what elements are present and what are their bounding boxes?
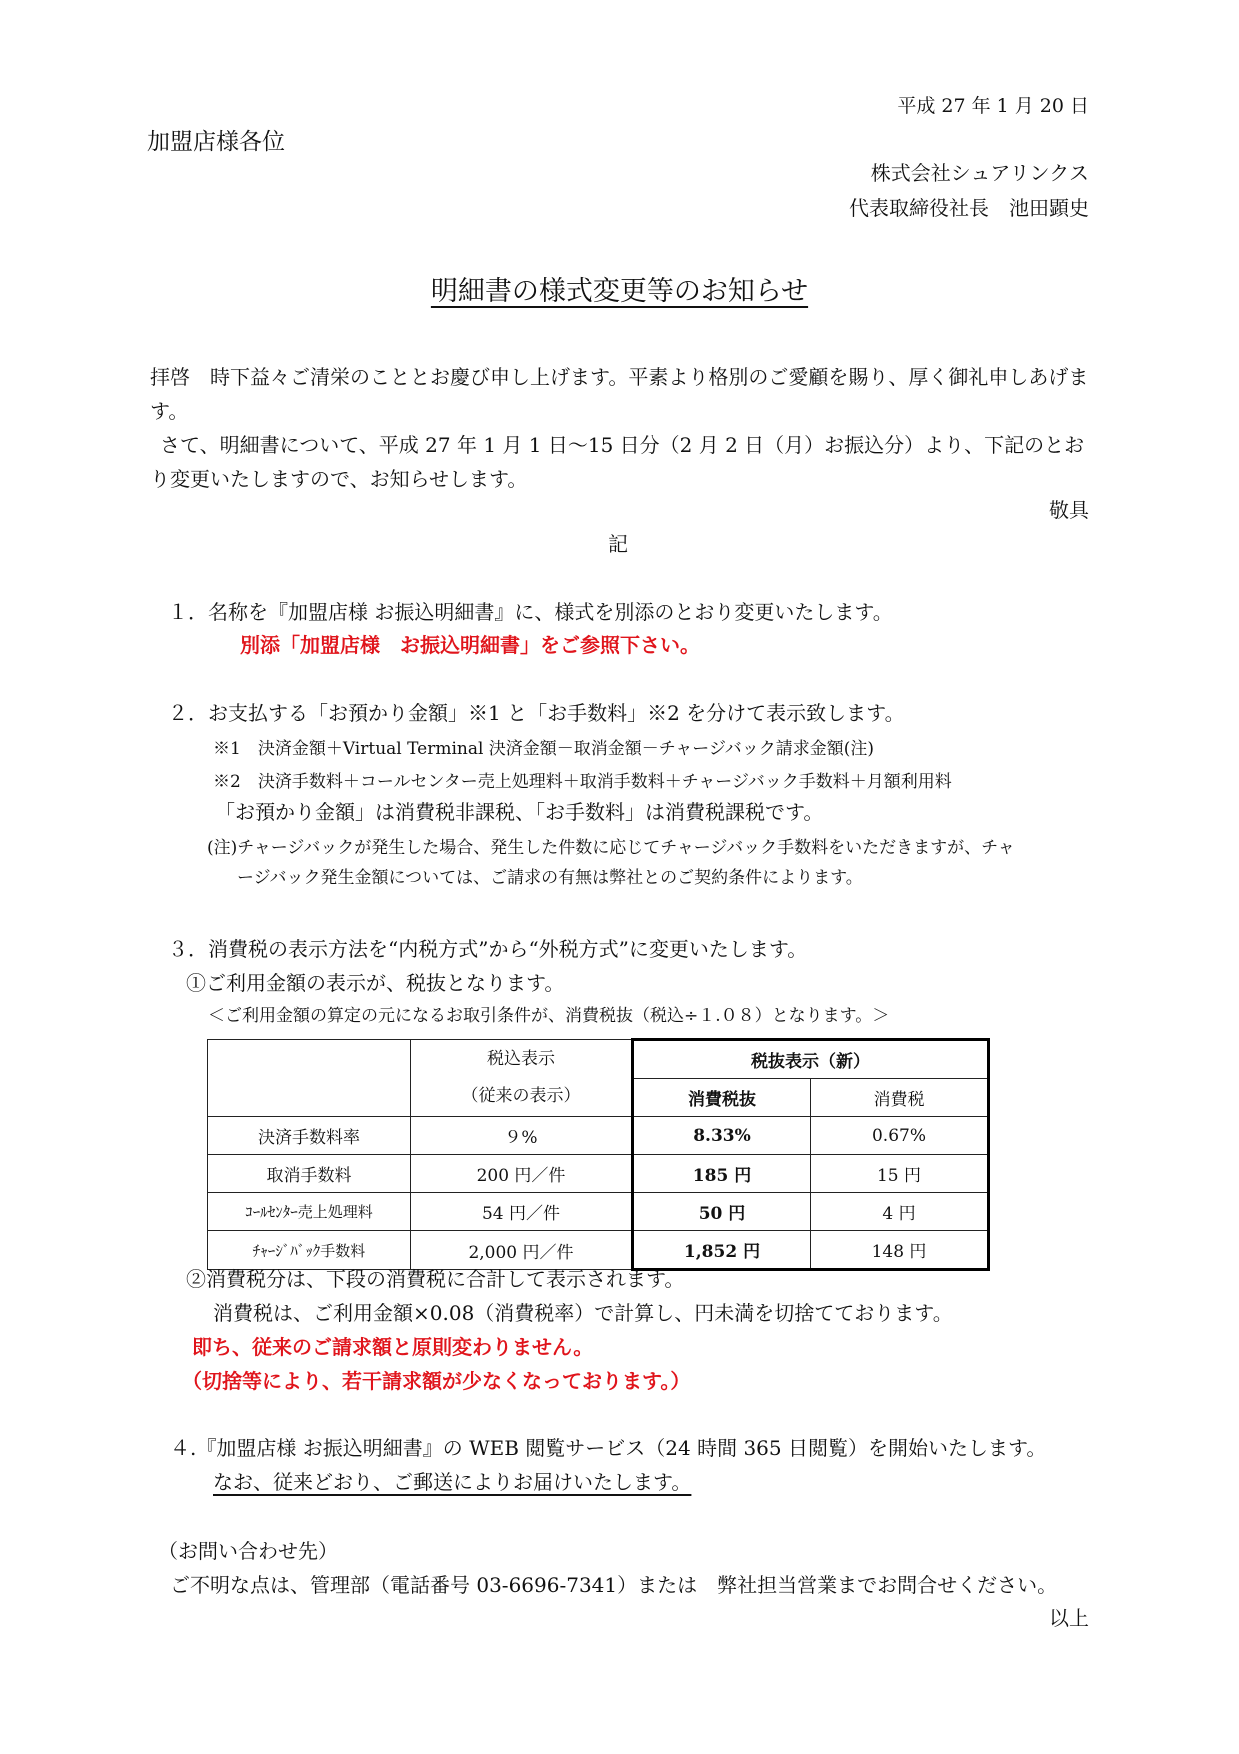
header-tax-excluded: 税抜表示（新） <box>633 1040 989 1079</box>
item-2-note-1: ※1 決済金額＋Virtual Terminal 決済金額－取消金額－チャージバック請求金額(注) <box>213 739 875 759</box>
item-3-red-note-1: 即ち、従来のご請求額と原則変わりません。 <box>192 1335 594 1359</box>
closing-ijou: 以上 <box>1049 1606 1089 1630</box>
chargeback-note-line-1: (注)チャージバックが発生した場合、発生した件数に応じてチャージバック手数料をいただきますが、チャ <box>207 838 1015 858</box>
row-label: 決済手数料率 <box>208 1117 411 1155</box>
item-4-text: ４.『加盟店様 お振込明細書』の WEB 閲覧サービス（24 時間 365 日閲覧）を開始いたします。 <box>170 1436 1047 1460</box>
row-pretax: 50 円 <box>633 1193 811 1231</box>
item-2-note-2: ※2 決済手数料＋コールセンター売上処理料＋取消手数料＋チャージバック手数料＋月額利用料 <box>213 772 952 792</box>
table-row <box>208 1155 989 1193</box>
row-tax: 0.67% <box>811 1117 989 1155</box>
header-tax-included-line-2: （従来の表示） <box>461 1086 581 1106</box>
item-3-sub-2: ②消費税分は、下段の消費税に合計して表示されます。 <box>186 1267 685 1291</box>
table-row <box>208 1117 989 1155</box>
recipient: 加盟店様各位 <box>147 129 285 155</box>
header-tax-included-line-1: 税込表示 <box>487 1049 555 1069</box>
row-tax: 148 円 <box>811 1231 989 1270</box>
row-tax: 15 円 <box>811 1155 989 1193</box>
header-blank-cell <box>208 1040 411 1117</box>
item-1-note: 別添「加盟店様 お振込明細書」をご参照下さい。 <box>240 633 700 657</box>
representative-name: 代表取締役社長 池田顕史 <box>849 196 1089 220</box>
item-3-sub-1: ①ご利用金額の表示が、税抜となります。 <box>186 971 565 995</box>
ki-marker: 記 <box>608 532 628 556</box>
header-pretax: 消費税抜 <box>633 1079 811 1117</box>
row-pretax: 8.33% <box>633 1117 811 1155</box>
row-pretax: 185 円 <box>633 1155 811 1193</box>
item-3-sub-1-note: ＜ご利用金額の算定の元になるお取引条件が、消費税抜（税込÷１.０８）となります。＞ <box>208 1006 890 1026</box>
table-row <box>208 1231 989 1270</box>
table-header-row <box>208 1040 989 1079</box>
header-consumption-tax: 消費税 <box>811 1079 989 1117</box>
contact-text: ご不明な点は、管理部（電話番号 03-6696-7341）または 弊社担当営業までお問合せください。 <box>170 1573 1058 1597</box>
item-3-sub-2-note: 消費税は、ご利用金額×0.08（消費税率）で計算し、円未満を切捨てております。 <box>213 1301 953 1325</box>
page-title: 明細書の様式変更等のお知らせ <box>430 276 809 307</box>
greeting-paragraph: 拝啓 時下益々ご清栄のこととお慶び申し上げます。平素より格別のご愛顧を賜り、厚く御礼申しあげます。 <box>150 365 1089 423</box>
row-tax-included: 2,000 円／件 <box>411 1231 633 1270</box>
change-paragraph: さて、明細書について、平成 27 年 1 月 1 日～15 日分（2 月 2 日（月）お振込分）より、下記のとおり変更いたしますので、お知らせします。 <box>150 433 1085 491</box>
contact-heading: （お問い合わせ先） <box>158 1539 338 1563</box>
item-2-tax-note: 「お預かり金額」は消費税非課税、「お手数料」は消費税課税です。 <box>215 800 824 824</box>
row-tax-included: 200 円／件 <box>411 1155 633 1193</box>
item-3-text: ３．消費税の表示方法を“内税方式”から“外税方式”に変更いたします。 <box>168 937 808 961</box>
row-tax-included: 54 円／件 <box>411 1193 633 1231</box>
item-4-sub: なお、従来どおり、ご郵送によりお届けいたします。 <box>213 1470 692 1494</box>
row-label: ｺｰﾙｾﾝﾀｰ売上処理料 <box>208 1193 411 1231</box>
row-tax: 4 円 <box>811 1193 989 1231</box>
closing-keigu: 敬具 <box>1049 498 1089 522</box>
table-row <box>208 1193 989 1231</box>
item-2-text: ２．お支払する「お預かり金額」※1 と「お手数料」※2 を分けて表示致します。 <box>168 701 905 725</box>
item-1-text: １．名称を『加盟店様 お振込明細書』に、様式を別添のとおり変更いたします。 <box>168 600 893 624</box>
company-name: 株式会社シュアリンクス <box>870 161 1089 185</box>
header-tax-included <box>411 1040 633 1117</box>
document-date: 平成 27 年 1 月 20 日 <box>897 95 1089 117</box>
item-3-red-note-2: （切捨等により、若干請求額が少なくなっております。） <box>182 1369 691 1393</box>
row-label: ﾁｬｰｼﾞﾊﾞｯｸ手数料 <box>208 1231 411 1270</box>
row-label: 取消手数料 <box>208 1155 411 1193</box>
row-tax-included: ９% <box>411 1117 633 1155</box>
fee-table <box>207 1038 990 1271</box>
row-pretax: 1,852 円 <box>633 1231 811 1270</box>
chargeback-note-line-2: ージバック発生金額については、ご請求の有無は弊社とのご契約条件によります。 <box>237 868 863 888</box>
